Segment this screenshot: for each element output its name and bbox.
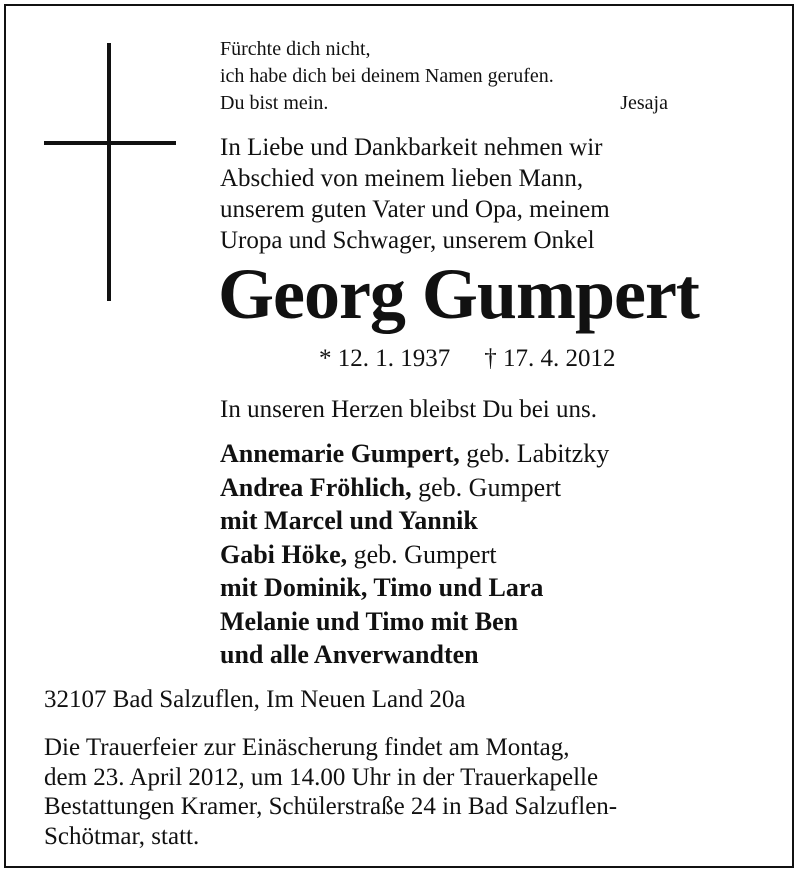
intro-text — [220, 132, 610, 256]
mourner-row — [220, 437, 609, 471]
quote-line: ich habe dich bei deinem Namen gerufen. — [220, 65, 554, 87]
birth-date: * 12. 1. 1937 — [319, 345, 451, 372]
intro-line: unserem guten Vater und Opa, meinem — [220, 196, 610, 223]
mourner-row — [220, 571, 609, 605]
mourner-note: geb. Gumpert — [411, 472, 562, 502]
quote-last-line — [220, 90, 668, 117]
quote-source: Jesaja — [620, 92, 668, 114]
deceased-name: Georg Gumpert — [218, 254, 699, 334]
intro-line: In Liebe und Dankbarkeit nehmen wir — [220, 134, 603, 161]
mourner-name: Annemarie Gumpert, — [220, 439, 460, 468]
mourner-note: geb. Labitzky — [459, 439, 610, 468]
notice-line: dem 23. April 2012, um 14.00 Uhr in der Trauerkapelle — [44, 763, 599, 791]
funeral-notice — [44, 733, 617, 851]
family-address: 32107 Bad Salzuflen, Im Neuen Land 20a — [44, 686, 466, 713]
quote-line: Du bist mein. — [220, 92, 329, 114]
mourner-name: Melanie und Timo mit Ben — [220, 606, 519, 636]
mourner-note: geb. Gumpert — [347, 539, 497, 569]
mourner-row — [220, 638, 609, 672]
motto-line: In unseren Herzen bleibst Du bei uns. — [220, 396, 597, 423]
mourners-list — [220, 437, 609, 672]
intro-line: Uropa und Schwager, unserem Onkel — [220, 227, 595, 254]
notice-line: Schötmar, statt. — [44, 822, 200, 850]
notice-line: Die Trauerfeier zur Einäscherung findet am Montag, — [44, 734, 570, 761]
mourner-row — [220, 605, 609, 639]
mourner-name: mit Dominik, Timo und Lara — [220, 573, 544, 602]
mourner-row — [220, 504, 609, 538]
mourner-name: und alle Anverwandten — [220, 640, 479, 669]
quote-line: Fürchte dich nicht, — [220, 38, 371, 60]
death-date: † 17. 4. 2012 — [484, 345, 616, 372]
life-dates — [319, 344, 616, 374]
mourner-row — [220, 471, 609, 505]
mourner-row — [220, 538, 609, 572]
mourner-name: Gabi Höke, — [220, 539, 348, 569]
mourner-name: mit Marcel und Yannik — [220, 506, 478, 535]
intro-line: Abschied von meinem lieben Mann, — [220, 165, 584, 192]
mourner-name: Andrea Fröhlich, — [220, 472, 412, 502]
cross-horizontal-bar — [44, 141, 176, 145]
notice-line: Bestattungen Kramer, Schülerstraße 24 in Bad Salzuflen- — [44, 793, 618, 820]
cross-vertical-bar — [107, 43, 111, 301]
bible-quote — [220, 36, 668, 117]
